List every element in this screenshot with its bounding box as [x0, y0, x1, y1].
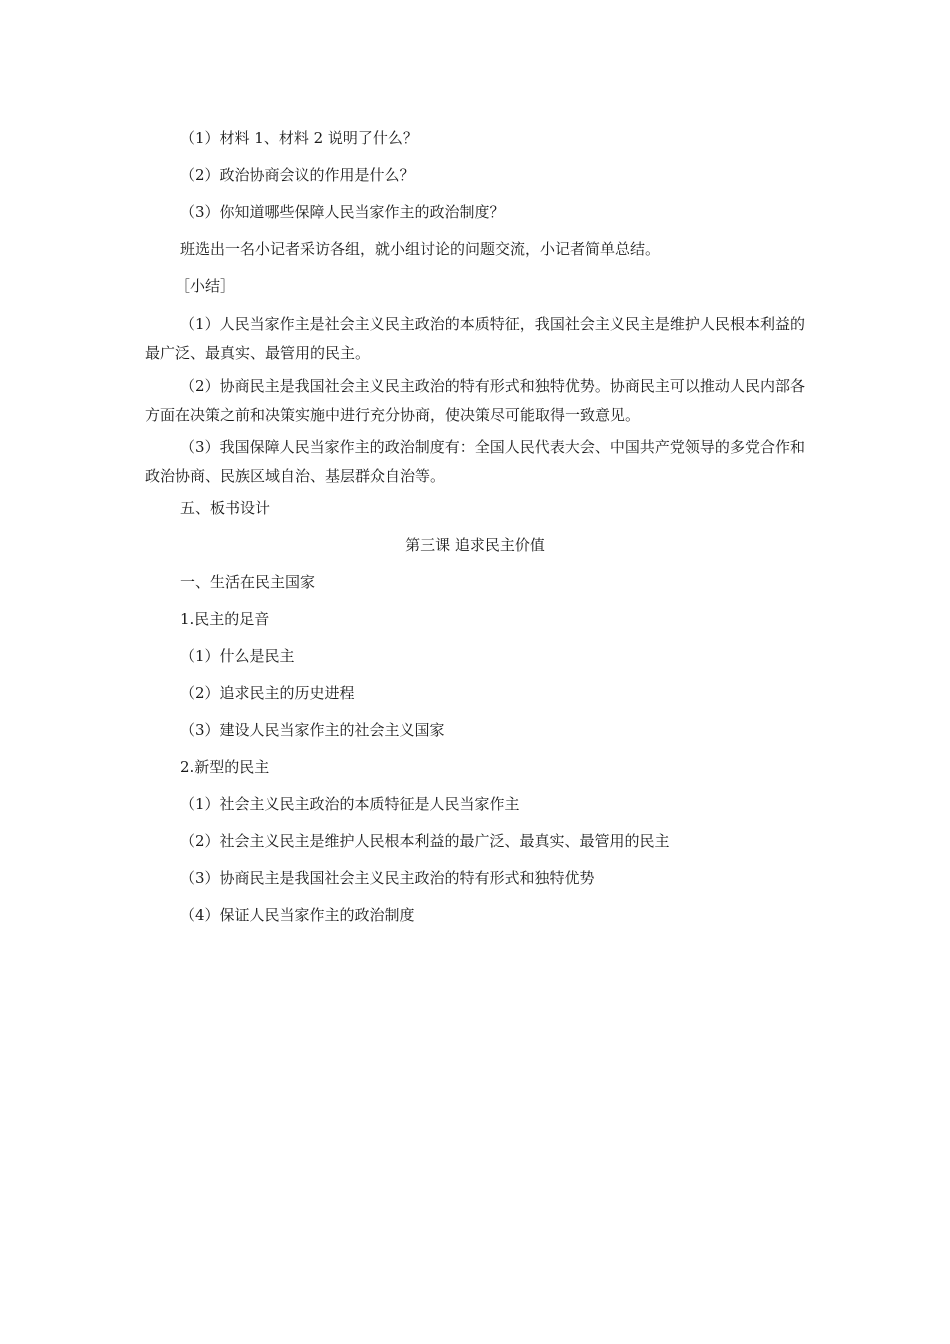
discussion-question-1: （1）材料 1、材料 2 说明了什么？ [180, 129, 418, 147]
summary-heading: ［小结］ [175, 277, 236, 295]
summary-paragraph-2: （2）协商民主是我国社会主义民主政治的特有形式和独特优势。协商民主可以推动人民内部各方面在决策之前和决策实施中进行充分协商，使决策尽可能取得一致意见。 [145, 377, 805, 424]
summary-paragraph-1: （1）人民当家作主是社会主义民主政治的本质特征，我国社会主义民主是维护人民根本利益的最广泛、最真实、最管用的民主。 [145, 315, 805, 362]
board-sub1-item: （3）建设人民当家作主的社会主义国家 [180, 721, 445, 739]
board-subheading-2: 2.新型的民主 [180, 758, 270, 776]
reporter-instruction: 班选出一名小记者采访各组，就小组讨论的问题交流，小记者简单总结。 [180, 240, 661, 258]
board-sub1-item: （1）什么是民主 [180, 647, 295, 665]
discussion-question-2: （2）政治协商会议的作用是什么？ [180, 166, 415, 184]
board-subheading-1: 1.民主的足音 [180, 610, 270, 628]
board-part-1: 一、生活在民主国家 [180, 573, 316, 591]
discussion-question-3: （3）你知道哪些保障人民当家作主的政治制度？ [180, 203, 505, 221]
summary-paragraph-3: （3）我国保障人民当家作主的政治制度有：全国人民代表大会、中国共产党领导的多党合作和政治协商、民族区域自治、基层群众自治等。 [145, 438, 805, 485]
board-sub1-item: （2）追求民主的历史进程 [180, 684, 355, 702]
board-sub2-item: （3）协商民主是我国社会主义民主政治的特有形式和独特优势 [180, 869, 595, 887]
board-title: 第三课 追求民主价值 [405, 536, 545, 554]
board-sub2-item: （4）保证人民当家作主的政治制度 [180, 906, 415, 924]
board-section-heading: 五、板书设计 [180, 499, 271, 517]
board-sub2-item: （2）社会主义民主是维护人民根本利益的最广泛、最真实、最管用的民主 [180, 832, 670, 850]
board-sub2-item: （1）社会主义民主政治的本质特征是人民当家作主 [180, 795, 520, 813]
